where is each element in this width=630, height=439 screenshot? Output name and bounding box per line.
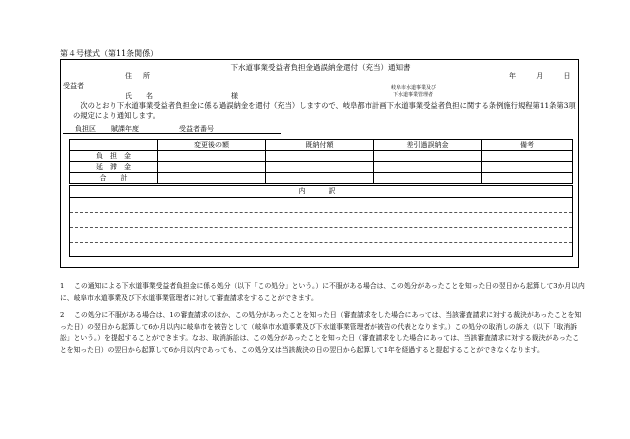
instruction-number: 2 bbox=[60, 311, 65, 319]
instruction-text: この通知による下水道事業受益者負担金に係る処分（以下「この処分」という。）に不服がある場合は、この処分があったことを知った日の翌日から起算して3か月以内に、岐阜市水道事業及び下水道事業管理者に対して審査請求をすることができます。 bbox=[60, 282, 585, 302]
beneficiary-number-label: 受益者番号 bbox=[179, 125, 214, 133]
honorific: 様 bbox=[231, 92, 238, 100]
field-underline bbox=[63, 133, 281, 134]
issuer-line-2: 下水道事業管理者 bbox=[393, 91, 434, 98]
table-cell bbox=[266, 162, 374, 173]
table-cell bbox=[158, 173, 266, 184]
instruction-number: 1 bbox=[60, 282, 65, 290]
table-header-row bbox=[70, 140, 573, 151]
table-header: 差引過誤納金 bbox=[374, 140, 482, 151]
table-row bbox=[70, 173, 573, 184]
name-label: 氏 名 bbox=[125, 92, 153, 100]
table-cell bbox=[374, 173, 482, 184]
table-cell bbox=[482, 173, 573, 184]
table-cell bbox=[266, 151, 374, 162]
breakdown-box bbox=[69, 197, 573, 257]
table-header: 備考 bbox=[482, 140, 573, 151]
year-label: 賦課年度 bbox=[111, 125, 139, 133]
instruction-1 bbox=[60, 281, 585, 304]
notice-title: 下水道事業受益者負担金過誤納金還付（充当）通知書 bbox=[230, 63, 411, 72]
table-cell bbox=[482, 162, 573, 173]
recipient-label: 受益者 bbox=[63, 82, 84, 90]
table-header: 変更後の額 bbox=[158, 140, 266, 151]
row-label: 負 担 金 bbox=[70, 151, 158, 162]
notice-frame bbox=[60, 59, 579, 268]
table-row bbox=[70, 151, 573, 162]
instruction-text: この処分に不服がある場合は、1の審査請求のほか、この処分があったことを知った日（審査請求をした場合にあっては、当該審査請求に対する裁決があったことを知った日）の翌日から起算して6か月以内に岐阜市を被告として（岐阜市水道事業及び下水道事業管理者が被告の代表となります。）この処分の取消しの訴え（以下「取消訴訟」という。）を提起することができます。なお、取消訴訟は、この処分があったことを知った日（審査請求をした場合にあっては、当該審査請求に対する裁決があったことを知った日）の翌日から起算して6か月以内であっても、この処分又は当該裁決の日の翌日から起算して1年を経過すると提起することができなくなります。 bbox=[60, 311, 582, 354]
dotted-line bbox=[70, 242, 572, 243]
form-number: 第４号様式（第11条関係） bbox=[60, 49, 159, 58]
date-field: 年 月 日 bbox=[509, 72, 571, 80]
breakdown-header: 内 訳 bbox=[69, 185, 573, 197]
instruction-2 bbox=[60, 310, 585, 356]
table-cell bbox=[158, 151, 266, 162]
issuer-line-1: 岐阜市水道事業及び bbox=[391, 85, 437, 91]
dotted-line bbox=[70, 212, 572, 213]
table-cell bbox=[482, 151, 573, 162]
notice-body: 次のとおり下水道事業受益者負担金に係る過誤納金を還付（充当）しますので、岐阜都市計画下水道事業受益者負担に関する条例施行規程第11条第3項の規定により通知します。 bbox=[73, 101, 576, 120]
row-label: 延 滞 金 bbox=[70, 162, 158, 173]
table-cell bbox=[158, 162, 266, 173]
row-label: 合 計 bbox=[70, 173, 158, 184]
table-cell bbox=[374, 162, 482, 173]
table-cell bbox=[374, 151, 482, 162]
table-header bbox=[70, 140, 158, 151]
district-label: 負担区 bbox=[75, 125, 96, 133]
address-label: 住 所 bbox=[125, 72, 152, 80]
table-header: 既納付額 bbox=[266, 140, 374, 151]
dotted-line bbox=[70, 227, 572, 228]
issuer bbox=[391, 85, 436, 98]
table-cell bbox=[266, 173, 374, 184]
table-row bbox=[70, 162, 573, 173]
amount-table bbox=[69, 139, 573, 184]
